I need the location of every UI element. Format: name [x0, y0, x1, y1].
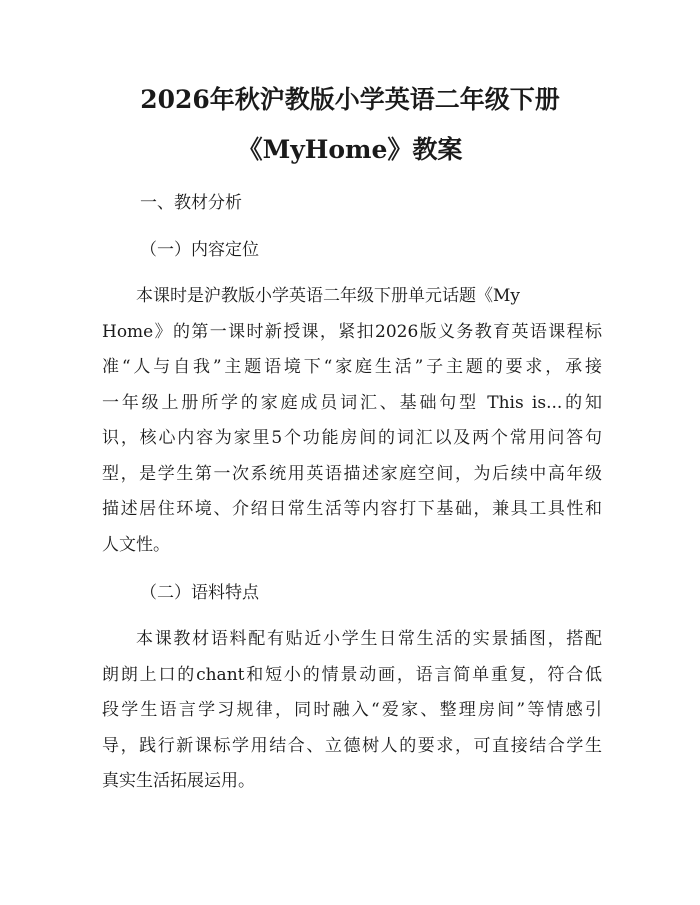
subsection-heading-corpus-features: （二）语料特点 [140, 583, 259, 603]
paragraph-line: 导，践行新课标学用结合、立德树人的要求，可直接结合学生 [102, 735, 602, 756]
paragraph-line: 本课教材语料配有贴近小学生日常生活的实景插图，搭配 [136, 629, 602, 649]
paragraph-line: 识，核心内容为家里5个功能房间的词汇以及两个常用问答句 [102, 428, 602, 448]
subsection-heading-content-positioning: （一）内容定位 [140, 240, 259, 260]
paragraph-line: 段学生语言学习规律，同时融入“爱家、整理房间”等情感引 [102, 700, 602, 720]
section-heading-textbook-analysis: 一、教材分析 [140, 193, 242, 213]
document-subtitle: 《MyHome》教案 [237, 135, 463, 164]
paragraph-content-positioning [102, 279, 602, 563]
paragraph-line: 人文性。 [102, 534, 170, 555]
paragraph-line: 描述居住环境、介绍日常生活等内容打下基础，兼具工具性和 [102, 499, 602, 519]
paragraph-line: 真实生活拓展运用。 [102, 771, 255, 791]
paragraph-corpus-features [102, 622, 602, 800]
document-title: 2026年秋沪教版小学英语二年级下册 [140, 85, 560, 114]
paragraph-line: 朗朗上口的chant和短小的情景动画，语言简单重复，符合低 [102, 664, 602, 685]
paragraph-line: 型，是学生第一次系统用英语描述家庭空间，为后续中高年级 [102, 463, 602, 484]
paragraph-line: 本课时是沪教版小学英语二年级下册单元话题《My [136, 286, 521, 306]
paragraph-line: 一年级上册所学的家庭成员词汇、基础句型 This is...的知 [102, 392, 602, 413]
paragraph-line: Home》的第一课时新授课，紧扣2026版义务教育英语课程标 [102, 321, 602, 342]
paragraph-line: 准“人与自我”主题语境下“家庭生活”子主题的要求，承接 [102, 357, 602, 377]
